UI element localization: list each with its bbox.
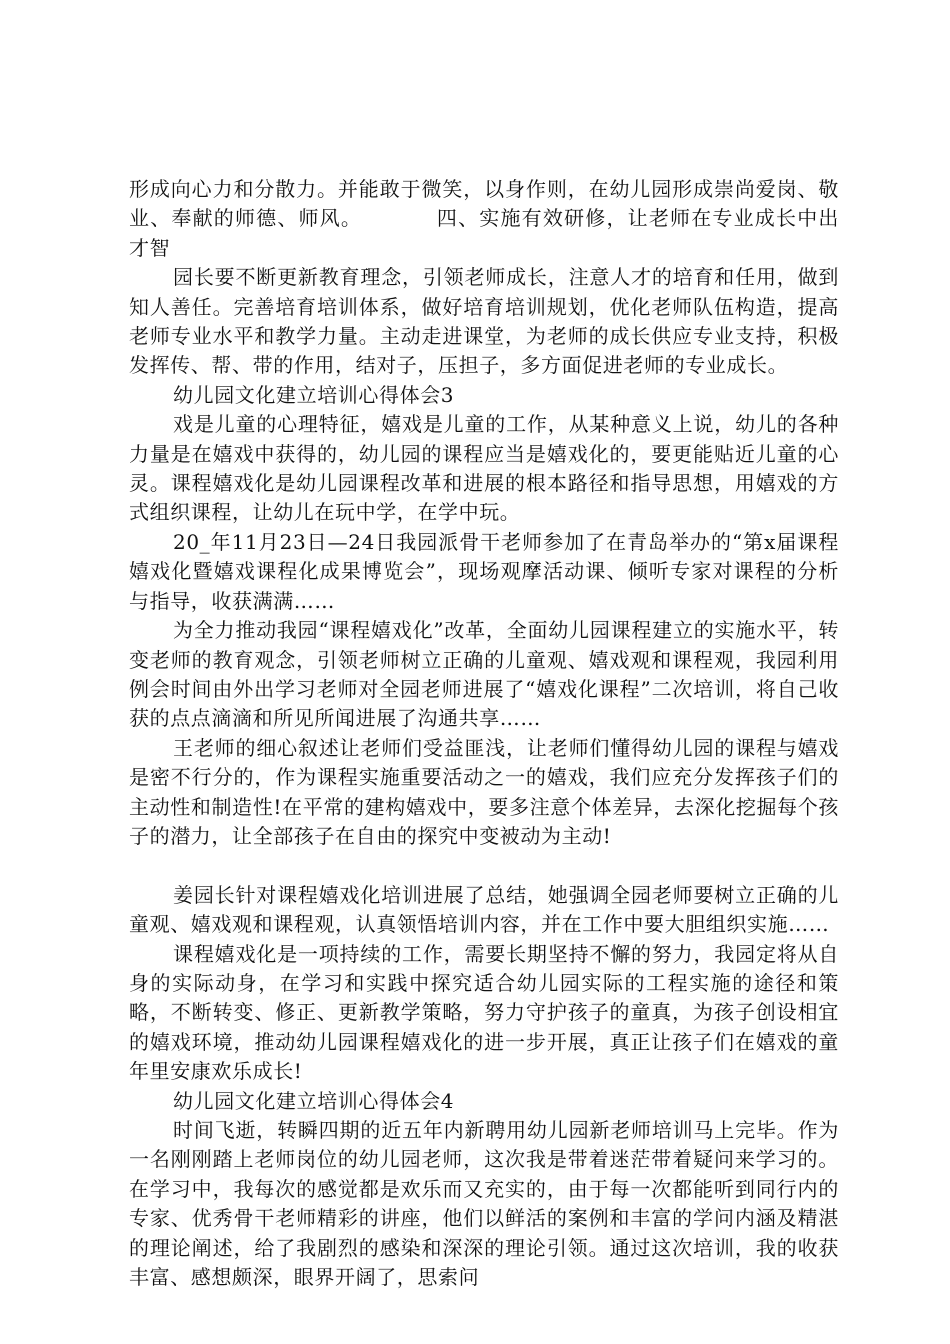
- paragraph-8: 课程嬉戏化是一项持续的工作，需要长期坚持不懈的努力，我园定将从自身的实际动身，在学习和实践中探究适合幼儿园实际的工程实施的途径和策略，不断转变、修正、更新教学策略，努力守护孩子的童真，为孩子创设相宜的嬉戏环境，推动幼儿园课程嬉戏化的进一步开展，真正让孩子们在嬉戏的童年里安康欢乐成长!: [129, 941, 839, 1084]
- paragraph-4: 20_年11月23日—24日我园派骨干老师参加了在青岛举办的“第x届课程嬉戏化暨嬉戏课程化成果博览会”，现场观摩活动课、倾听专家对课程的分析与指导，收获满满……: [129, 529, 839, 613]
- paragraph-6: 王老师的细心叙述让老师们受益匪浅，让老师们懂得幼儿园的课程与嬉戏是密不行分的，作为课程实施重要活动之一的嬉戏，我们应充分发挥孩子们的主动性和制造性!在平常的建构嬉戏中，要多注意个体差异，去深化挖掘每个孩子的潜力，让全部孩子在自由的探究中变被动为主动!: [129, 735, 839, 848]
- paragraph-5: 为全力推动我园“课程嬉戏化”改革，全面幼儿园课程建立的实施水平，转变老师的教育观念，引领老师树立正确的儿童观、嬉戏观和课程观，我园利用例会时间由外出学习老师对全园老师进展了“嬉戏化课程”二次培训，将自己收获的点点滴滴和所见所闻进展了沟通共享……: [129, 618, 839, 731]
- section-heading-3: 幼儿园文化建立培训心得体会3: [173, 382, 455, 407]
- blank-line: [129, 851, 839, 880]
- document-body: [129, 175, 839, 1292]
- paragraph-2: 园长要不断更新教育理念，引领老师成长，注意人才的培育和任用，做到知人善任。完善培育培训体系，做好培育培训规划，优化老师队伍构造，提高老师专业水平和教学力量。主动走进课堂，为老师的成长供应专业支持，积极发挥传、帮、带的作用，结对子，压担子，多方面促进老师的专业成长。: [129, 265, 839, 378]
- paragraph-7: 姜园长针对课程嬉戏化培训进展了总结，她强调全园老师要树立正确的儿童观、嬉戏观和课程观，认真领悟培训内容，并在工作中要大胆组织实施……: [129, 882, 839, 937]
- paragraph-3: 戏是儿童的心理特征，嬉戏是儿童的工作，从某种意义上说，幼儿的各种力量是在嬉戏中获得的，幼儿园的课程应当是嬉戏化的，要更能贴近儿童的心灵。课程嬉戏化是幼儿园课程改革和进展的根本路径和指导思想，用嬉戏的方式组织课程，让幼儿在玩中学，在学中玩。: [129, 412, 839, 525]
- paragraph-9: 时间飞逝，转瞬四期的近五年内新聘用幼儿园新老师培训马上完毕。作为一名刚刚踏上老师岗位的幼儿园老师，这次我是带着迷茫带着疑问来学习的。在学习中，我每次的感觉都是欢乐而又充实的，由于每一次都能听到同行内的专家、优秀骨干老师精彩的讲座，他们以鲜活的案例和丰富的学问内涵及精湛的理论阐述，给了我剧烈的感染和深深的理论引领。通过这次培训，我的收获丰富、感想颇深，眼界开阔了，思索问: [129, 1117, 839, 1290]
- section-heading-4: 幼儿园文化建立培训心得体会4: [173, 1088, 455, 1113]
- paragraph-1: 形成向心力和分散力。并能敢于微笑，以身作则，在幼儿园形成崇尚爱岗、敬业、奉献的师德、师风。 四、实施有效研修，让老师在专业成长中出才智: [129, 177, 839, 260]
